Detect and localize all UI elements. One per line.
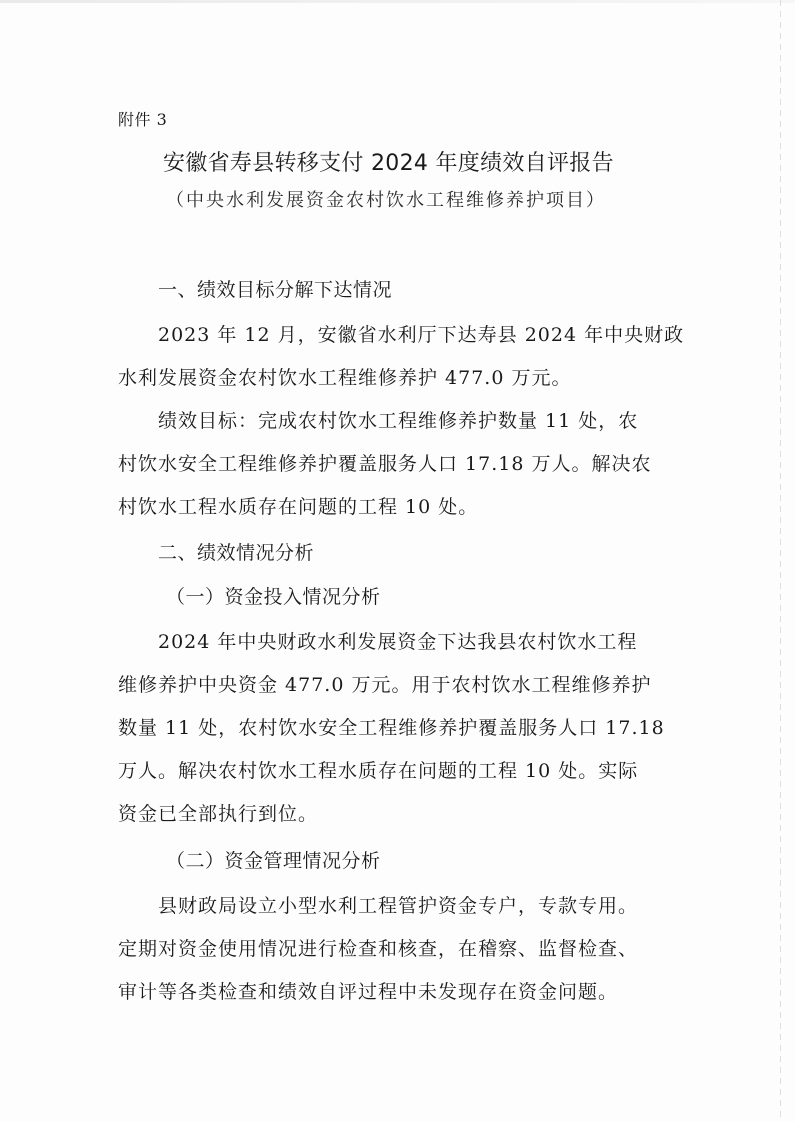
section-1-para-2-line-3: 村饮水工程水质存在问题的工程 10 处。 xyxy=(118,496,479,518)
section-1-para-2-line-1: 绩效目标：完成农村饮水工程维修养护数量 11 处，农 xyxy=(158,410,639,432)
section-2-sub-1-heading: （一）资金投入情况分析 xyxy=(166,586,381,608)
section-2-sub-2-line-3: 审计等各类检查和绩效自评过程中未发现存在资金问题。 xyxy=(118,981,619,1003)
section-1-para-2-line-2: 村饮水安全工程维修养护覆盖服务人口 17.18 万人。解决农 xyxy=(118,453,652,475)
section-2-sub-2-line-2: 定期对资金使用情况进行检查和核查，在稽察、监督检查、 xyxy=(118,938,639,960)
section-1-para-1-line-1: 2023 年 12 月，安徽省水利厅下达寿县 2024 年中央财政 xyxy=(158,324,685,346)
section-2-heading: 二、绩效情况分析 xyxy=(158,542,315,564)
document-title: 安徽省寿县转移支付 2024 年度绩效自评报告 xyxy=(163,151,614,176)
section-1-para-1-line-2: 水利发展资金农村饮水工程维修养护 477.0 万元。 xyxy=(118,367,572,389)
section-2-sub-2-line-1: 县财政局设立小型水利工程管护资金专户，专款专用。 xyxy=(158,895,639,917)
section-2-sub-1-line-3: 数量 11 处，农村饮水安全工程维修养护覆盖服务人口 17.18 xyxy=(118,717,665,739)
section-2-sub-2-heading: （二）资金管理情况分析 xyxy=(166,850,381,872)
scan-edge-right xyxy=(780,0,781,1122)
scan-edge-top xyxy=(0,0,795,3)
section-2-sub-1-line-2: 维修养护中央资金 477.0 万元。用于农村饮水工程维修养护 xyxy=(118,674,652,696)
document-subtitle: （中央水利发展资金农村饮水工程维修养护项目） xyxy=(166,190,606,211)
attachment-label: 附件 3 xyxy=(118,110,168,129)
section-2-sub-1-line-5: 资金已全部执行到位。 xyxy=(118,803,319,825)
section-2-sub-1-line-4: 万人。解决农村饮水工程水质存在问题的工程 10 处。实际 xyxy=(118,760,639,782)
section-1-heading: 一、绩效目标分解下达情况 xyxy=(158,279,393,301)
section-2-sub-1-line-1: 2024 年中央财政水利发展资金下达我县农村饮水工程 xyxy=(158,631,638,653)
